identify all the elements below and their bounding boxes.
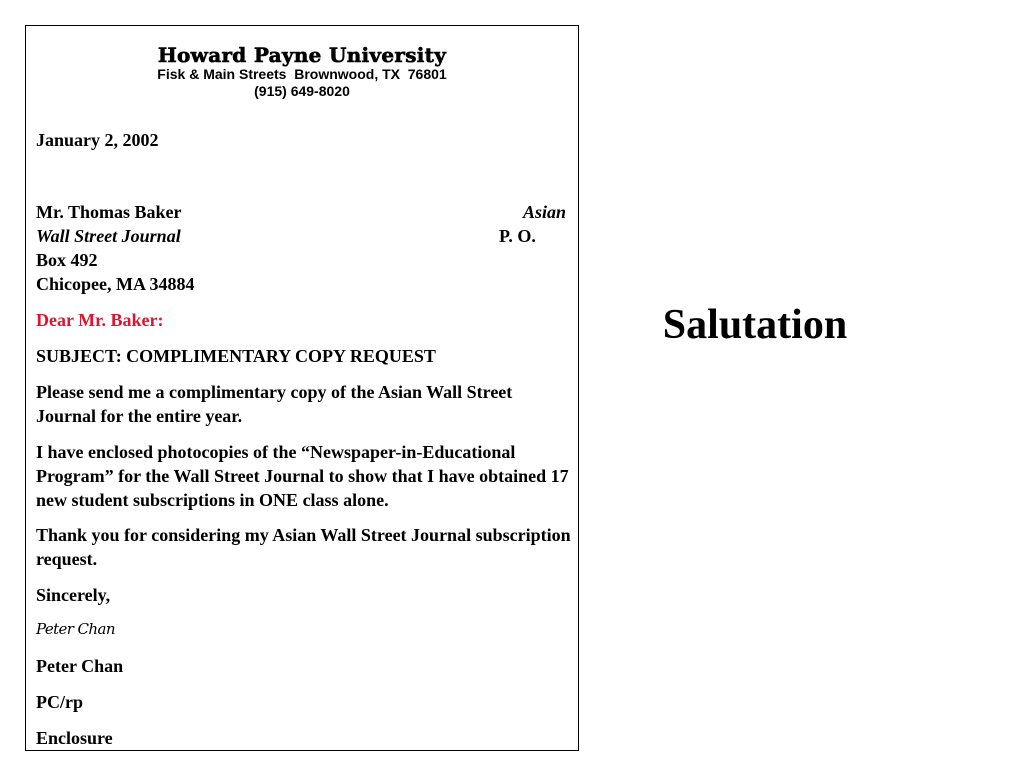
po-box-part2: Box 492 (36, 250, 98, 270)
body-paragraph-2: I have enclosed photocopies of the “Newspaper-in-Educational Program” for the Wall Street Journal to show that I have obtained 17 new student subscriptions in ONE class alone. (36, 442, 569, 510)
university-phone: (915) 649-8020 (254, 83, 350, 99)
enclosure-notation: Enclosure (36, 728, 113, 748)
closing: Sincerely, (36, 585, 111, 605)
po-box-part1: P. O. (499, 226, 536, 246)
body-paragraph-1: Please send me a complimentary copy of the Asian Wall Street Journal for the entire year. (36, 382, 513, 426)
slide-title: Salutation (662, 302, 848, 348)
recipient-city: Chicopee, MA 34884 (36, 274, 195, 294)
company-name-part2: Wall Street Journal (36, 226, 181, 246)
signer-name: Peter Chan (36, 656, 124, 676)
letterhead (26, 44, 578, 100)
business-letter (25, 25, 579, 751)
handwritten-signature: Peter Chan (36, 620, 115, 638)
letter-date: January 2, 2002 (36, 130, 159, 150)
subject-line: SUBJECT: COMPLIMENTARY COPY REQUEST (36, 346, 436, 366)
body-paragraph-3: Thank you for considering my Asian Wall Street Journal subscription request. (36, 525, 571, 569)
university-address: Fisk & Main Streets Brownwood, TX 76801 (157, 66, 447, 82)
university-name: Howard Payne University (157, 43, 447, 67)
recipient-name: Mr. Thomas Baker (36, 202, 182, 222)
company-name-part1: Asian (522, 202, 566, 222)
reference-initials: PC/rp (36, 692, 83, 712)
salutation: Dear Mr. Baker: (36, 310, 164, 330)
